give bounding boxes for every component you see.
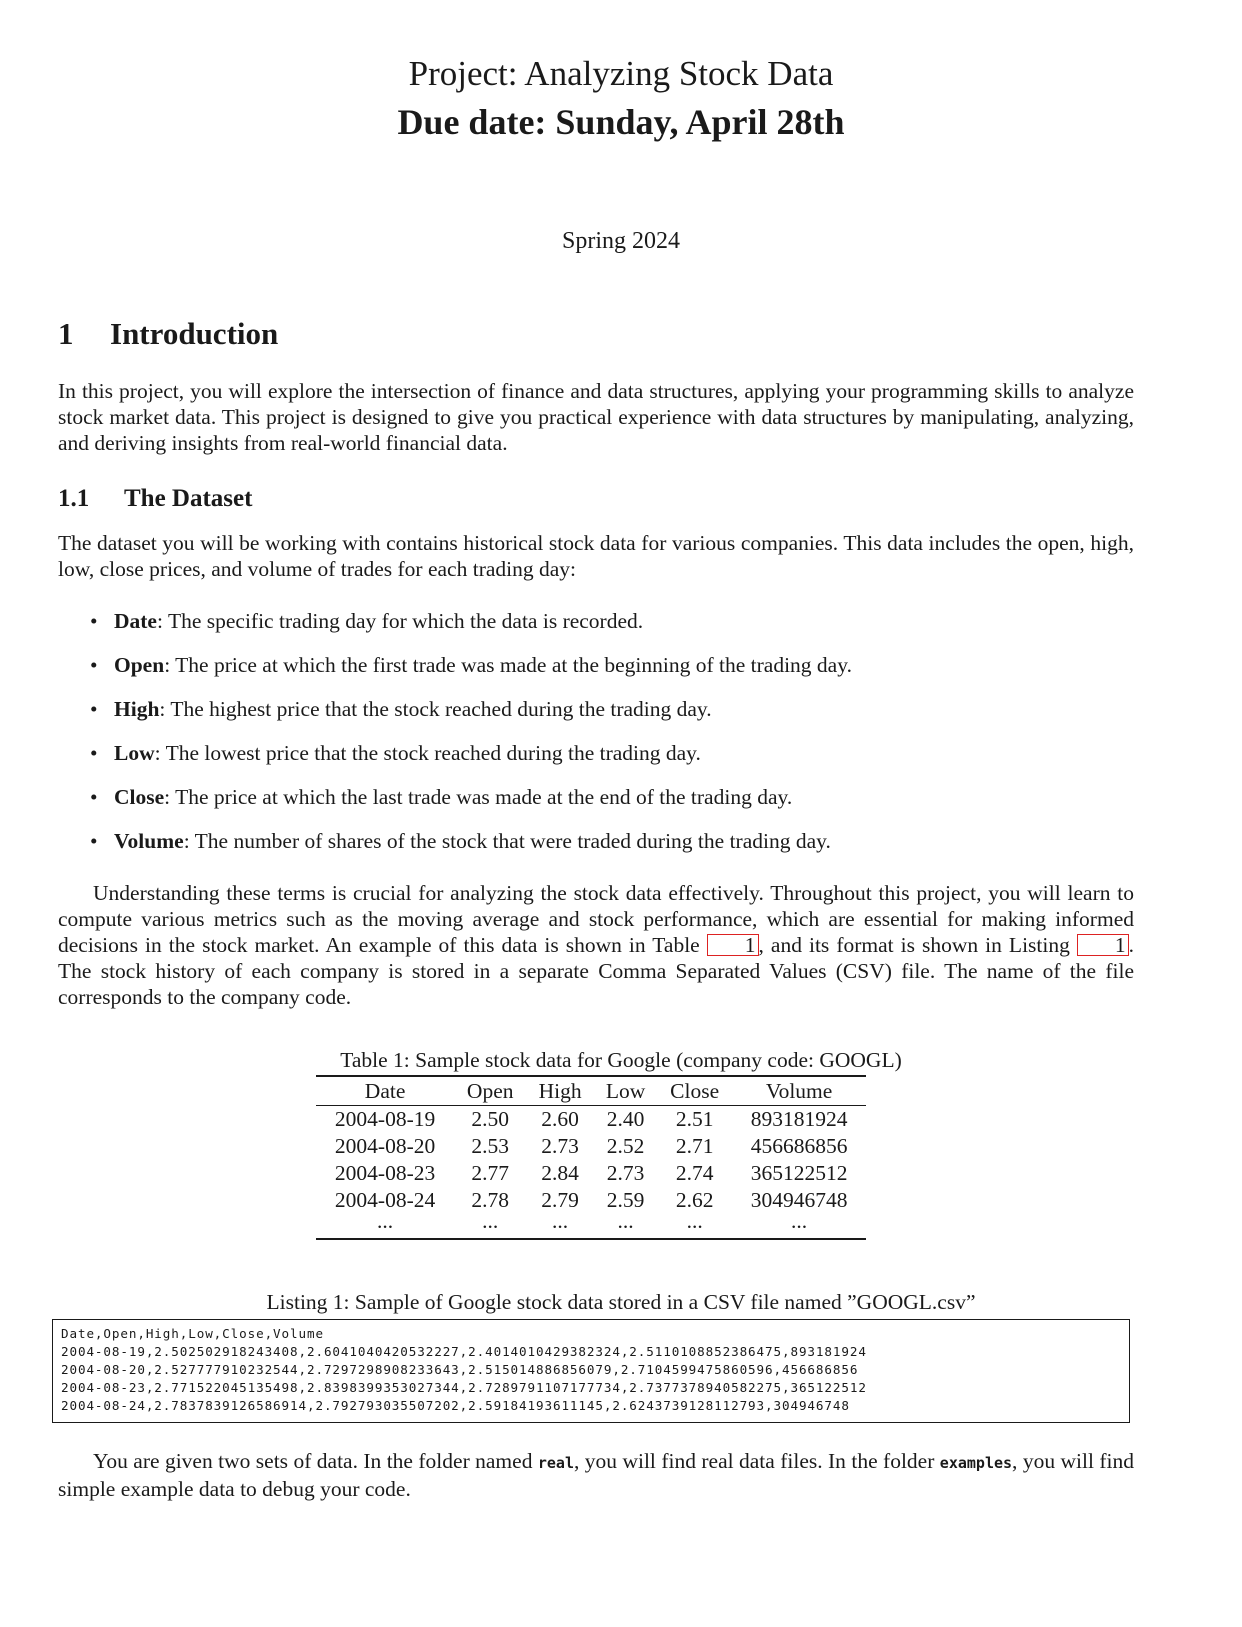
bullet-icon: •	[90, 697, 98, 721]
definition: : The highest price that the stock reached during the trading day.	[159, 697, 712, 721]
code-line: 2004-08-19,2.502502918243408,2.6041040420532227,2.4014010429382324,2.5110108852386475,893181924	[61, 1344, 867, 1359]
table-reference-link[interactable]: 1	[707, 934, 759, 956]
section-number: 1	[58, 316, 74, 351]
understanding-paragraph	[58, 880, 1134, 1010]
given-data-paragraph	[58, 1448, 1134, 1502]
stock-data-table	[316, 1075, 866, 1240]
table-cell: ...	[594, 1214, 657, 1239]
term: Date	[114, 609, 157, 633]
table-row	[316, 1160, 866, 1187]
term: Close	[114, 785, 165, 809]
folder-name-examples: examples	[939, 1454, 1013, 1472]
code-line: 2004-08-23,2.771522045135498,2.8398399353027344,2.7289791107177734,2.7377378940582275,365122512	[61, 1380, 867, 1395]
list-item	[90, 784, 852, 828]
term: High	[114, 697, 160, 721]
text-span: You are given two sets of data. In the folder named	[93, 1449, 538, 1473]
table-cell: 2.74	[675, 1161, 714, 1185]
table-cell: 2.77	[471, 1161, 510, 1185]
definition: : The number of shares of the stock that were traded during the trading day.	[183, 829, 831, 853]
table-cell: ...	[316, 1214, 454, 1239]
text-span: , and its format is shown in Listing	[758, 933, 1077, 957]
table-caption: Table 1: Sample stock data for Google (company code: GOOGL)	[340, 1048, 902, 1072]
intro-paragraph: In this project, you will explore the intersection of finance and data structures, applying your programming skills to analyze stock market data. This project is designed to give you practical experience with data structures by manipulating, analyzing, and deriving insights from real-world financial data.	[58, 379, 1134, 455]
column-header: Open	[454, 1076, 526, 1106]
table-cell: 2.73	[606, 1161, 645, 1185]
term: Open	[114, 653, 165, 677]
column-header: High	[526, 1076, 594, 1106]
table-cell: 456686856	[750, 1134, 848, 1158]
list-item	[90, 828, 852, 872]
table-cell: 2004-08-24	[334, 1188, 436, 1212]
code-line: 2004-08-20,2.527777910232544,2.7297298908233643,2.515014886856079,2.7104599475860596,456686856	[61, 1362, 859, 1377]
text-span: Understanding these terms is crucial for analyzing the stock data effectively. Throughout this project, you will learn to compute various metrics such as the moving average and stock performance, which are essential for making informed decisions in the stock market. An example of this data is shown in Table	[58, 881, 1134, 957]
project-title: Project: Analyzing Stock Data	[408, 54, 834, 93]
table-cell: ...	[454, 1214, 526, 1239]
column-header: Volume	[732, 1076, 866, 1106]
definition: : The specific trading day for which the data is recorded.	[156, 609, 644, 633]
table-cell: 2.78	[471, 1188, 510, 1212]
bullet-icon: •	[90, 785, 98, 809]
list-item	[90, 696, 852, 740]
table-cell: 365122512	[750, 1161, 848, 1185]
listing-reference-link[interactable]: 1	[1077, 934, 1129, 956]
text-span: , you will find real data files. In the folder	[574, 1449, 940, 1473]
subsection-heading-dataset	[58, 485, 252, 513]
table-cell: 2.51	[675, 1107, 714, 1131]
table-row	[316, 1133, 866, 1160]
table-cell: 2.59	[606, 1188, 645, 1212]
table-cell: 2004-08-20	[334, 1134, 436, 1158]
table-cell: 304946748	[750, 1188, 848, 1212]
table-cell: 2004-08-23	[334, 1161, 436, 1185]
column-header: Date	[316, 1076, 454, 1106]
folder-name-real: real	[537, 1454, 574, 1472]
table-cell: ...	[657, 1214, 732, 1239]
table-cell: 2.50	[471, 1107, 510, 1131]
dataset-paragraph: The dataset you will be working with contains historical stock data for various companies. This data includes the open, high, low, close prices, and volume of trades for each trading day:	[58, 531, 1134, 581]
title-block	[0, 50, 1242, 146]
list-item	[90, 608, 852, 652]
listing-caption: Listing 1: Sample of Google stock data stored in a CSV file named ”GOOGL.csv”	[266, 1290, 976, 1314]
field-definition-list	[90, 608, 852, 872]
table-cell: 2.79	[541, 1188, 579, 1212]
list-item	[90, 652, 852, 696]
csv-code-listing	[52, 1319, 1130, 1423]
table-cell: 2.60	[541, 1107, 579, 1131]
definition: : The lowest price that the stock reached during the trading day.	[154, 741, 701, 765]
list-item	[90, 740, 852, 784]
table-cell: 2.52	[606, 1134, 645, 1158]
bullet-icon: •	[90, 609, 98, 633]
section-title: Introduction	[110, 316, 279, 351]
bullet-icon: •	[90, 829, 98, 853]
section-heading-introduction	[58, 316, 278, 352]
table-cell: 2.84	[541, 1161, 579, 1185]
code-line: 2004-08-24,2.7837839126586914,2.792793035507202,2.59184193611145,2.6243739128112793,304946748	[61, 1398, 850, 1413]
table-cell: 2.53	[471, 1134, 510, 1158]
bullet-icon: •	[90, 741, 98, 765]
table-cell: 2.73	[541, 1134, 579, 1158]
subsection-title: The Dataset	[124, 485, 253, 512]
table-row	[316, 1106, 866, 1134]
text-span: . The stock history of each company is stored in a separate Comma Separated Values (CSV) file. The name of the file corresponds to the company code.	[58, 933, 1135, 1009]
table-cell: 893181924	[750, 1107, 848, 1131]
table-header-row	[316, 1076, 866, 1106]
definition: : The price at which the last trade was made at the end of the trading day.	[164, 785, 793, 809]
term: Low	[114, 741, 155, 765]
definition: : The price at which the first trade was made at the beginning of the trading day.	[164, 653, 852, 677]
term: Volume	[114, 829, 184, 853]
code-line: Date,Open,High,Low,Close,Volume	[61, 1326, 324, 1341]
table-cell: 2004-08-19	[334, 1107, 436, 1131]
subsection-number: 1.1	[58, 485, 90, 512]
bullet-icon: •	[90, 653, 98, 677]
term-date: Spring 2024	[561, 228, 680, 254]
table-cell: 2.62	[675, 1188, 714, 1212]
table-row	[316, 1187, 866, 1214]
column-header: Low	[594, 1076, 657, 1106]
table-row-ellipsis	[316, 1214, 866, 1239]
due-date: Due date: Sunday, April 28th	[397, 102, 845, 142]
column-header: Close	[657, 1076, 732, 1106]
table-cell: ...	[526, 1214, 594, 1239]
text-span: , you will find simple example data to debug your code.	[58, 1449, 1134, 1501]
table-cell: ...	[732, 1214, 866, 1239]
table-cell: 2.71	[675, 1134, 714, 1158]
table-cell: 2.40	[606, 1107, 645, 1131]
